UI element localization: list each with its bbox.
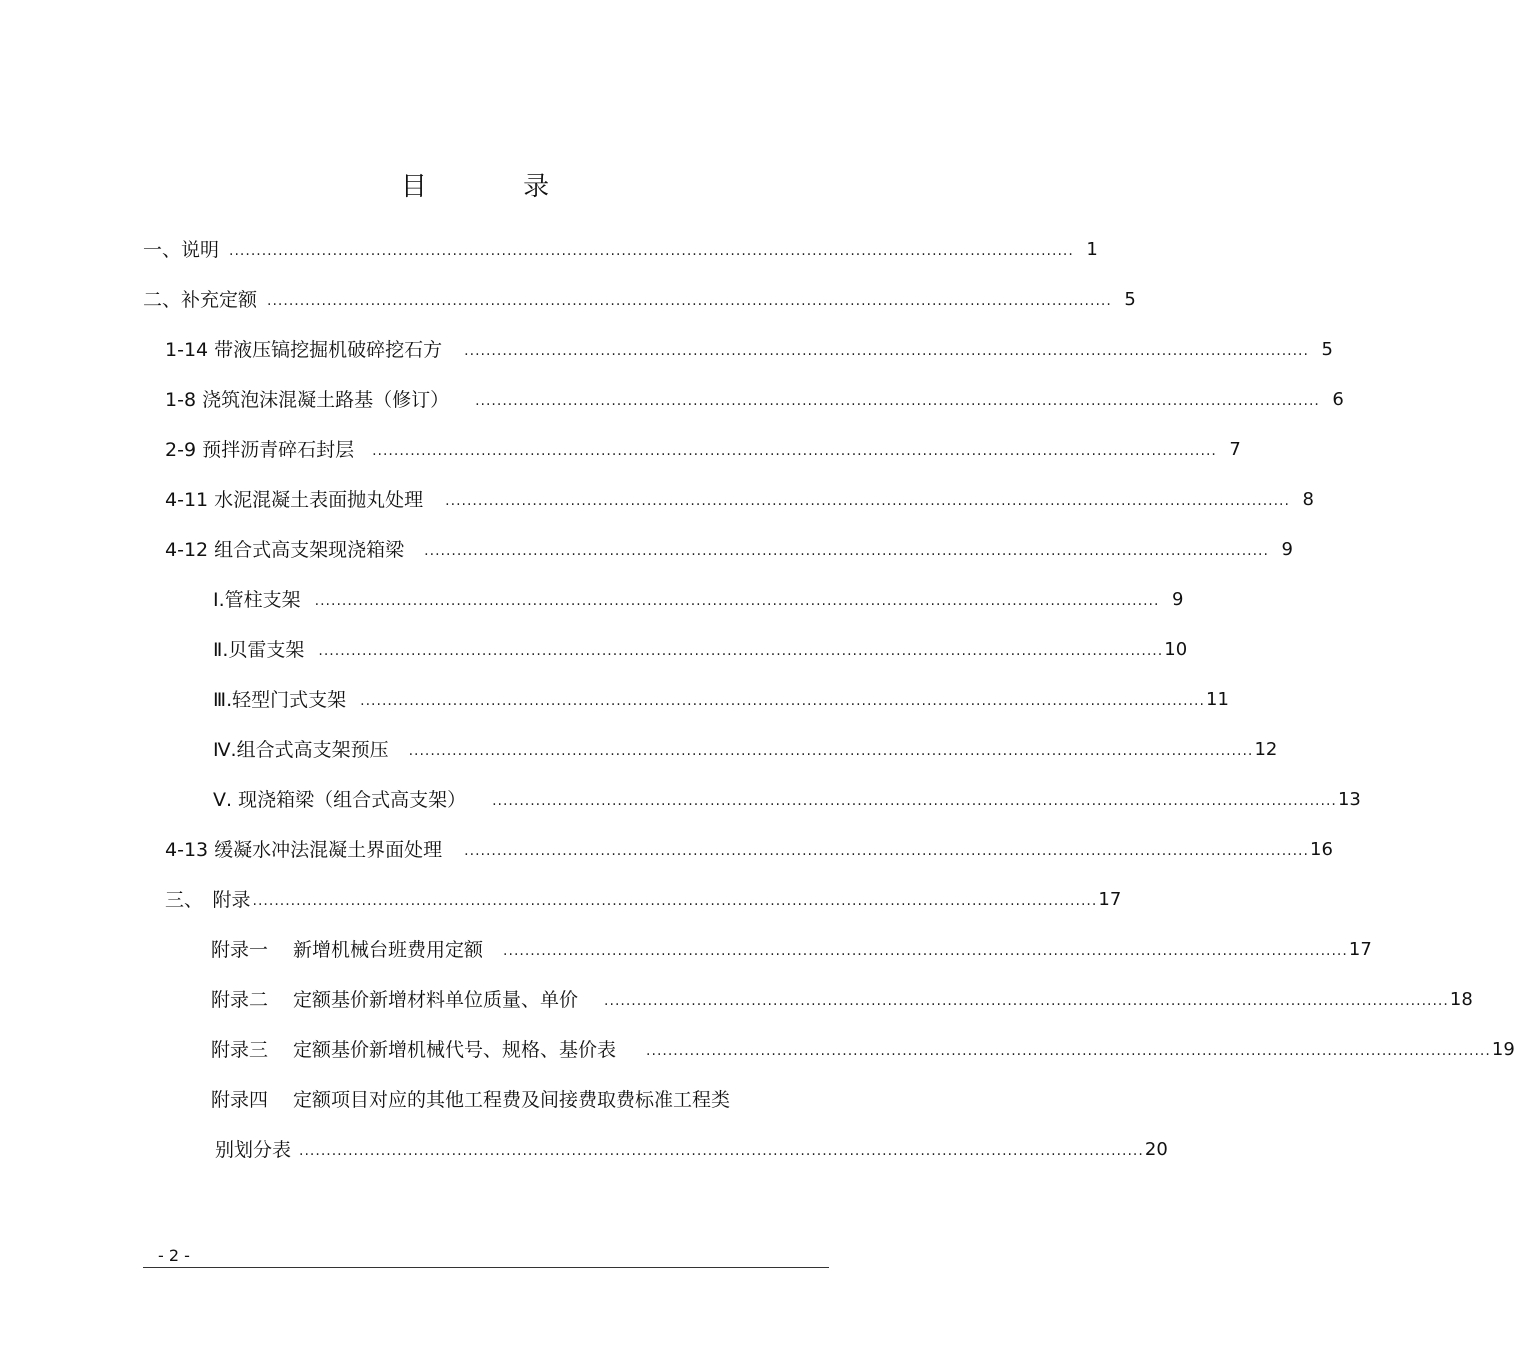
toc-entry-page: 12	[1254, 739, 1278, 760]
toc-entry-label: 附录三 定额基价新增机械代号、规格、基价表	[211, 1039, 617, 1061]
page-title	[0, 166, 950, 203]
footer-page-number: - 2 -	[158, 1246, 190, 1265]
toc-entry-4-13[interactable]	[165, 832, 1333, 862]
toc-entry-1-8[interactable]	[165, 382, 1344, 412]
toc-entry-label: 4-13 缓凝水冲法混凝土界面处理	[165, 839, 443, 861]
toc-entry-label: 一、说明	[143, 239, 220, 261]
toc-entry-page: 19	[1491, 1039, 1515, 1060]
toc-leader-dots: ...........................................................................................................................................................	[464, 343, 1309, 359]
toc-leader-dots: ...........................................................................................................................................................	[267, 293, 1112, 309]
toc-entry-buchong[interactable]	[143, 282, 1136, 312]
toc-entry-page: 17	[1348, 939, 1372, 960]
toc-entry-label: Ⅲ.轻型门式支架	[213, 689, 347, 711]
toc-leader-dots: ...........................................................................................................................................................	[492, 793, 1337, 809]
toc-entry-fulu-1[interactable]	[211, 932, 1372, 962]
toc-entry-page: 16	[1310, 839, 1333, 860]
toc-entry-page: 9	[1281, 539, 1293, 560]
toc-entry-page: 5	[1124, 289, 1136, 310]
toc-entry-page: 5	[1321, 339, 1333, 360]
toc-leader-dots: ...........................................................................................................................................................	[252, 893, 1098, 909]
toc-leader-dots: ...........................................................................................................................................................	[299, 1143, 1144, 1159]
toc-entry-yuya[interactable]	[213, 732, 1278, 762]
toc-entry-fulu-3[interactable]	[211, 1032, 1515, 1062]
toc-leader-dots: ...........................................................................................................................................................	[229, 243, 1074, 259]
toc-entry-label: 1-14 带液压镐挖掘机破碎挖石方	[165, 339, 443, 361]
toc-entry-4-11[interactable]	[165, 482, 1314, 512]
toc-entry-shuoming[interactable]	[143, 232, 1098, 262]
toc-entry-label: 4-11 水泥混凝土表面抛丸处理	[165, 489, 424, 511]
toc-entry-label: 附录四 定额项目对应的其他工程费及间接费取费标准工程类	[211, 1089, 731, 1111]
toc-leader-dots: ...........................................................................................................................................................	[604, 993, 1449, 1009]
toc-leader-dots: ...........................................................................................................................................................	[314, 593, 1160, 609]
toc-leader-dots: ...........................................................................................................................................................	[318, 643, 1164, 659]
toc-entry-label: Ⅳ.组合式高支架预压	[213, 739, 389, 761]
toc-entry-page: 10	[1164, 639, 1188, 660]
toc-leader-dots: ...........................................................................................................................................................	[372, 443, 1217, 459]
toc-entry-fulu[interactable]	[165, 882, 1122, 912]
toc-entry-page: 20	[1144, 1139, 1168, 1160]
toc-entry-fulu-4[interactable]	[211, 1082, 843, 1112]
title-char-2: 录	[523, 172, 550, 202]
toc-entry-fulu-4-cont[interactable]	[215, 1132, 1168, 1162]
toc-entry-guanzhu[interactable]	[213, 582, 1184, 612]
toc-entry-beilei[interactable]	[213, 632, 1188, 662]
toc-entry-label: 附录二 定额基价新增材料单位质量、单价	[211, 989, 579, 1011]
toc-leader-dots: ...........................................................................................................................................................	[408, 743, 1254, 759]
toc-entry-label: 1-8 浇筑泡沫混凝土路基（修订）	[165, 389, 450, 411]
toc-entry-menshi[interactable]	[213, 682, 1229, 712]
toc-entry-label: 三、 附录	[165, 889, 251, 911]
toc-entry-label: Ⅰ.管柱支架	[213, 589, 301, 611]
toc-entry-page: 8	[1302, 489, 1314, 510]
toc-entry-label: 4-12 组合式高支架现浇箱梁	[165, 539, 405, 561]
toc-leader-dots: ...........................................................................................................................................................	[360, 693, 1205, 709]
toc-entry-label: 附录一 新增机械台班费用定额	[211, 939, 484, 961]
toc-leader-dots: ...........................................................................................................................................................	[424, 543, 1269, 559]
toc-leader-dots: ...........................................................................................................................................................	[445, 493, 1290, 509]
toc-leader-dots: ...........................................................................................................................................................	[475, 393, 1320, 409]
footer-divider	[143, 1267, 829, 1268]
toc-entry-page: 17	[1098, 889, 1122, 910]
toc-entry-label: 别划分表	[215, 1139, 292, 1161]
title-char-1: 目	[400, 172, 427, 202]
toc-entry-page: 9	[1171, 589, 1184, 610]
toc-entry-4-12[interactable]	[165, 532, 1293, 562]
toc-entry-page: 1	[1086, 239, 1098, 260]
toc-entry-2-9[interactable]	[165, 432, 1241, 462]
toc-entry-page: 7	[1229, 439, 1241, 460]
toc-entry-page: 18	[1449, 989, 1473, 1010]
toc-leader-dots: ...........................................................................................................................................................	[646, 1043, 1491, 1059]
toc-entry-label: 二、补充定额	[143, 289, 258, 311]
toc-entry-1-14[interactable]	[165, 332, 1333, 362]
toc-entry-label: Ⅴ. 现浇箱梁（组合式高支架）	[213, 789, 467, 811]
toc-entry-label: Ⅱ.贝雷支架	[213, 639, 305, 661]
toc-entry-page: 11	[1206, 689, 1229, 710]
toc-leader-dots: ...........................................................................................................................................................	[464, 843, 1309, 859]
toc-entry-xianjiao[interactable]	[213, 782, 1361, 812]
toc-entry-label: 2-9 预拌沥青碎石封层	[165, 439, 355, 461]
toc-entry-page: 6	[1332, 389, 1344, 410]
toc-entry-page: 13	[1337, 789, 1361, 810]
toc-entry-fulu-2[interactable]	[211, 982, 1473, 1012]
toc-leader-dots: ...........................................................................................................................................................	[503, 943, 1348, 959]
